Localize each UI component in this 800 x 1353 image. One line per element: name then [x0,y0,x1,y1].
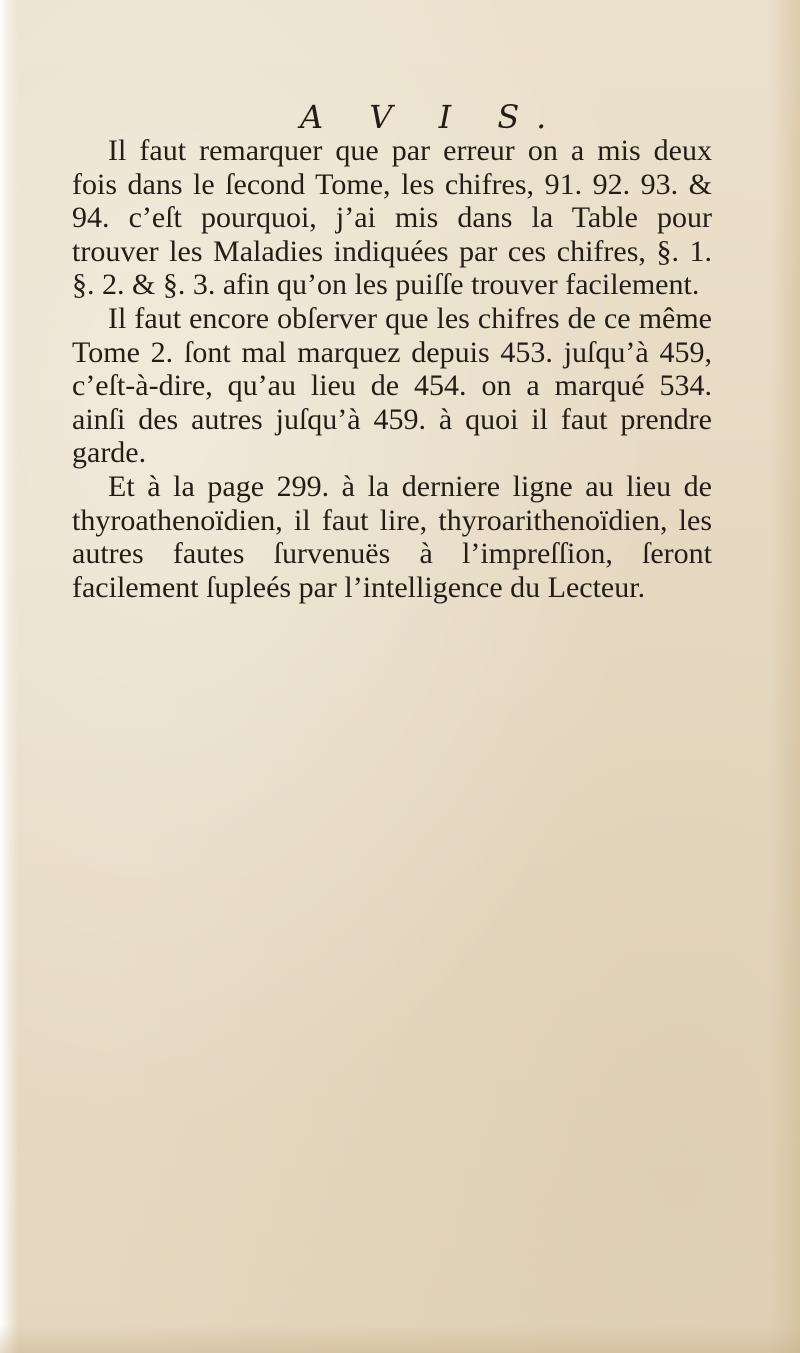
paragraph-errata-numbering: Il faut encore obſerver que les chifres de ce même Tome 2. ſont mal marquez depuis 453. juſqu’à 459, c’eſt-à-dire, qu’au lieu de 454. on a marqué 534. ainſi des autres juſqu’à 459. à quoi il faut prendre garde. [72,301,712,470]
page-heading: A V I S. [300,98,565,136]
paragraph-errata-page: Et à la page 299. à la derniere ligne au lieu de thyroathenoïdien, il faut lire, thyroarithenoïdien, les autres fautes ſurvenuës à l’impreſſion, ſeront facilement ſupleés par l’intelligence du Lecteur. [72,469,712,604]
paragraph-errata-tome: Il faut remarquer que par erreur on a mis deux fois dans le ſecond Tome, les chifres, 91. 92. 93. & 94. c’eſt pourquoi, j’ai mis dans la Table pour trouver les Maladies indiquées par ces chifres, §. 1. §. 2. & §. 3. afin qu’on les puiſſe trouver facilement. [72,134,712,302]
notice-body [72,134,712,604]
page-right-edge [770,0,800,1353]
page-bottom-edge [0,1325,800,1353]
page-left-edge [0,0,18,1353]
